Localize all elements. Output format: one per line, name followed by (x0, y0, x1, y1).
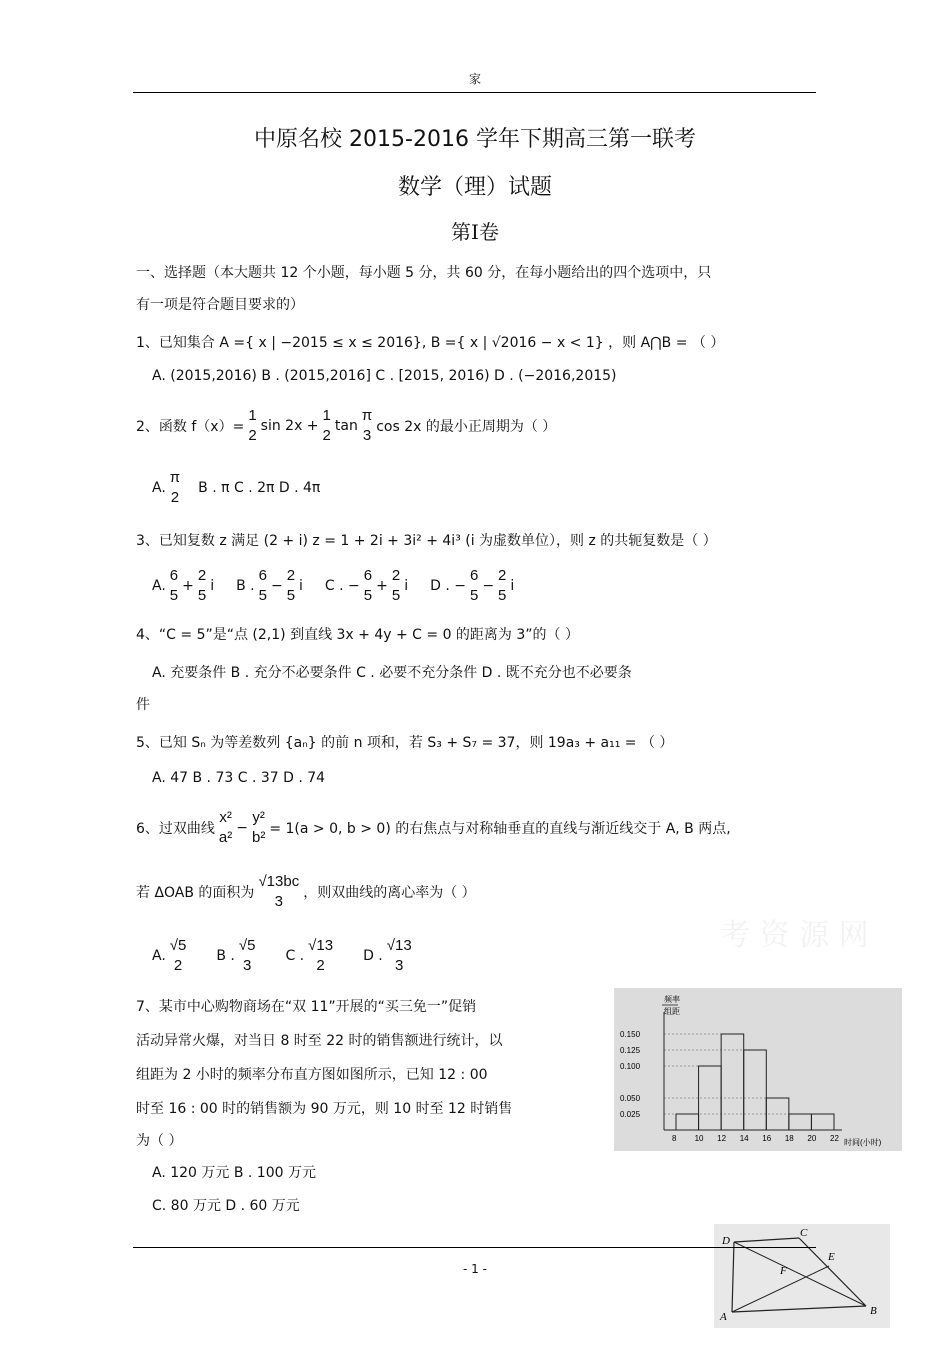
x-tick-label: 14 (739, 1134, 749, 1143)
question-1-stem: 1、已知集合 A ={ x | −2015 ≤ x ≤ 2016}, B ={ x | √2016 − x < 1} ，则 A⋂B = （ ） (136, 335, 725, 351)
q3-d-d2: 5 (498, 587, 507, 604)
x-tick-label: 8 (672, 1134, 677, 1143)
label-e: E (828, 1251, 835, 1263)
hist-xlabel: 时间(小时) (844, 1138, 882, 1147)
edge-ab (732, 1306, 866, 1312)
y-tick-label: 0.050 (620, 1094, 641, 1103)
x-tick-label: 16 (762, 1134, 772, 1143)
edge-da (732, 1242, 734, 1312)
q6-c-den: 2 (316, 957, 325, 974)
x-tick-label: 10 (694, 1134, 704, 1143)
q6-y-num: y² (252, 809, 265, 826)
q6-b-frac (237, 936, 258, 976)
section-instructions-line1: 一、选择题（本大题共 12 个小题，每小题 5 分，共 60 分，在每小题给出的四个选项中，只 (136, 265, 712, 281)
histogram-svg (614, 988, 902, 1151)
q2-opt-a-frac (168, 468, 182, 508)
histogram-bar (676, 1114, 699, 1130)
y-tick-label: 0.125 (620, 1046, 641, 1055)
q2-mid1: sin 2x + (260, 418, 319, 434)
label-d: D (722, 1235, 730, 1247)
question-6-stem (136, 808, 731, 848)
q3-c-n1: 6 (363, 567, 373, 584)
question-6-options (152, 936, 416, 976)
q2-frac2 (321, 406, 333, 446)
q3-b-n1: 6 (258, 567, 267, 584)
q3-b-i: i (299, 578, 303, 594)
page-number: - 1 - (463, 1262, 487, 1276)
footer-rule (133, 1247, 816, 1248)
question-5-options: A. 47 B . 73 C . 37 D . 74 (152, 770, 326, 786)
q3-d-op: − (482, 578, 495, 594)
q2-mid2: tan (334, 418, 358, 434)
y-tick-label: 0.150 (620, 1030, 641, 1039)
q2-frac1-den: 2 (248, 427, 257, 444)
q6-area-frac (256, 872, 301, 912)
q6-x-den: a² (218, 829, 233, 846)
q2-prefix: 2、函数 f（x）= (136, 419, 245, 435)
label-c: C (800, 1227, 808, 1239)
q6-c-frac (306, 936, 335, 976)
q6-a-num: √5 (169, 937, 187, 954)
question-7-line1: 7、某市中心购物商场在“双 11”开展的“买三免一”促销 (136, 999, 477, 1015)
q3-b-n2: 2 (286, 567, 296, 584)
q3-a-n1: 6 (169, 567, 179, 584)
q6-d-label: D . (363, 948, 383, 964)
volume-title: 第Ⅰ卷 (451, 220, 499, 244)
exam-title: 中原名校 2015-2016 学年下期高三第一联考 (254, 127, 696, 152)
question-3-stem: 3、已知复数 z 满足 (2 + i) z = 1 + 2i + 3i² + 4i³ (i 为虚数单位），则 z 的共轭复数是（ ） (136, 533, 717, 549)
q3-b-d1: 5 (258, 587, 267, 604)
question-5-stem: 5、已知 Sₙ 为等差数列 {aₙ} 的前 n 项和，若 S₃ + S₇ = 37，则 19a₃ + a₁₁ = （ ） (136, 735, 674, 751)
question-2-stem (136, 406, 556, 446)
histogram-bar (744, 1050, 767, 1130)
section-instructions-line2: 有一项是符合题目要求的） (136, 297, 304, 313)
q6-line2-prefix: 若 ΔOAB 的面积为 (136, 885, 255, 901)
q2-suffix: cos 2x 的最小正周期为（ ） (376, 419, 557, 435)
y-tick-label: 0.025 (620, 1110, 641, 1119)
question-4-options-cont: 件 (136, 697, 150, 713)
q6-x-num: x² (219, 809, 232, 826)
q6-d-frac (385, 936, 414, 976)
question-1-options: A. (2015,2016) B . (2015,2016] C . [2015, 2016) D . (−2016,2015) (152, 368, 617, 384)
header-rule (133, 92, 816, 93)
geometry-figure (714, 1224, 890, 1328)
q3-d-i: i (510, 578, 515, 594)
q6-b-label: B . (216, 948, 235, 964)
q3-b-label: B . (236, 578, 255, 594)
question-6-line2 (136, 872, 476, 912)
x-tick-label: 20 (807, 1134, 817, 1143)
q6-prefix: 6、过双曲线 (136, 821, 215, 837)
question-3-options (152, 566, 514, 606)
q3-a-label: A. (152, 578, 166, 594)
q6-yfrac (250, 808, 267, 848)
q3-d-frac1 (468, 566, 480, 606)
q6-minus: − (236, 820, 248, 836)
q3-c-op: + (376, 578, 388, 594)
q3-b-frac2 (285, 566, 297, 606)
q3-c-i: i (404, 578, 409, 594)
question-7-line5: 为（ ） (136, 1133, 183, 1149)
q6-a-frac (168, 936, 189, 976)
x-tick-label: 12 (717, 1134, 727, 1143)
histogram-bar (789, 1114, 812, 1130)
q6-suffix: = 1(a > 0, b > 0) 的右焦点与对称轴垂直的直线与渐近线交于 A, B 两点, (269, 821, 731, 837)
q6-d-num: √13 (386, 937, 412, 954)
question-7-line4: 时至 16 : 00 时的销售额为 90 万元，则 10 时至 12 时销售 (136, 1101, 513, 1117)
question-4-stem: 4、“C = 5”是“点 (2,1) 到直线 3x + 4y + C = 0 的距离为 3”的（ ） (136, 627, 579, 643)
q6-area-den: 3 (274, 893, 283, 910)
q3-c-frac2 (390, 566, 402, 606)
q3-a-frac2 (196, 566, 208, 606)
q2-opt-rest: B . π C . 2π D . 4π (198, 480, 321, 496)
q2-frac3-den: 3 (362, 427, 372, 444)
edge-dc (734, 1238, 799, 1242)
watermark: 考 资 源 网 (720, 918, 869, 953)
q6-line2-suffix: ，则双曲线的离心率为（ ） (303, 885, 476, 901)
question-7-options-1: A. 120 万元 B . 100 万元 (152, 1165, 316, 1181)
q3-a-i: i (210, 578, 215, 594)
q6-a-den: 2 (173, 957, 183, 974)
q3-a-d1: 5 (169, 587, 179, 604)
q3-b-op: − (270, 578, 283, 594)
q3-c-n2: 2 (391, 567, 401, 584)
page-header: 家 (468, 72, 481, 86)
q2-frac1 (246, 406, 258, 446)
q3-d-d1: 5 (469, 587, 479, 604)
q6-c-num: √13 (308, 937, 334, 954)
q3-a-n2: 2 (197, 567, 207, 584)
q2-frac3 (360, 406, 374, 446)
q3-d-frac2 (496, 566, 508, 606)
q2-frac2-den: 2 (322, 427, 331, 444)
q3-d-label: D . − (430, 578, 466, 594)
q3-b-d2: 5 (286, 587, 296, 604)
question-2-options (152, 468, 320, 508)
histogram-figure (614, 988, 902, 1151)
q6-area-num: √13bc (258, 873, 300, 890)
exam-subtitle: 数学（理）试题 (397, 175, 552, 200)
label-b: B (870, 1305, 877, 1317)
geometry-svg (714, 1224, 890, 1328)
question-7-line2: 活动异常火爆，对当日 8 时至 22 时的销售额进行统计，以 (136, 1033, 503, 1049)
q6-xfrac (217, 808, 234, 848)
q2-frac3-num: π (361, 407, 373, 424)
q3-d-n1: 6 (469, 567, 479, 584)
hist-ylabel-top: 频率 (664, 995, 680, 1004)
q3-c-d1: 5 (363, 587, 373, 604)
histogram-bar (721, 1034, 744, 1130)
q2-frac1-num: 1 (248, 407, 257, 424)
label-a: A (720, 1311, 727, 1323)
q6-c-label: C . (285, 948, 305, 964)
label-f: F (780, 1265, 787, 1277)
q3-c-frac1 (362, 566, 374, 606)
q2-frac2-num: 1 (322, 407, 331, 424)
q3-d-n2: 2 (498, 567, 507, 584)
q6-a-label: A. (152, 948, 166, 964)
q6-y-den: b² (252, 829, 266, 846)
q3-b-frac1 (257, 566, 269, 606)
histogram-bar (811, 1114, 834, 1130)
question-4-options: A. 充要条件 B . 充分不必要条件 C . 必要不充分条件 D . 既不充分也不必要条 (152, 665, 632, 681)
q6-b-num: √5 (238, 937, 256, 954)
x-tick-label: 18 (784, 1134, 794, 1143)
q2-opt-a-den: 2 (170, 489, 180, 506)
q3-a-op: + (182, 578, 194, 594)
q2-opt-a-label: A. (152, 480, 166, 496)
q3-a-frac1 (168, 566, 180, 606)
q3-a-d2: 5 (197, 587, 207, 604)
question-7-line3: 组距为 2 小时的频率分布直方图如图所示，已知 12 : 00 (136, 1067, 488, 1083)
q2-opt-a-num: π (169, 469, 181, 486)
question-7-options-2: C. 80 万元 D . 60 万元 (152, 1198, 300, 1214)
y-tick-label: 0.100 (620, 1062, 641, 1071)
q6-d-den: 3 (395, 957, 404, 974)
x-tick-label: 22 (830, 1134, 839, 1143)
hist-ylabel-bottom: 组距 (664, 1007, 680, 1016)
q6-b-den: 3 (242, 957, 252, 974)
q3-c-d2: 5 (391, 587, 401, 604)
q3-c-label: C . − (324, 578, 360, 594)
